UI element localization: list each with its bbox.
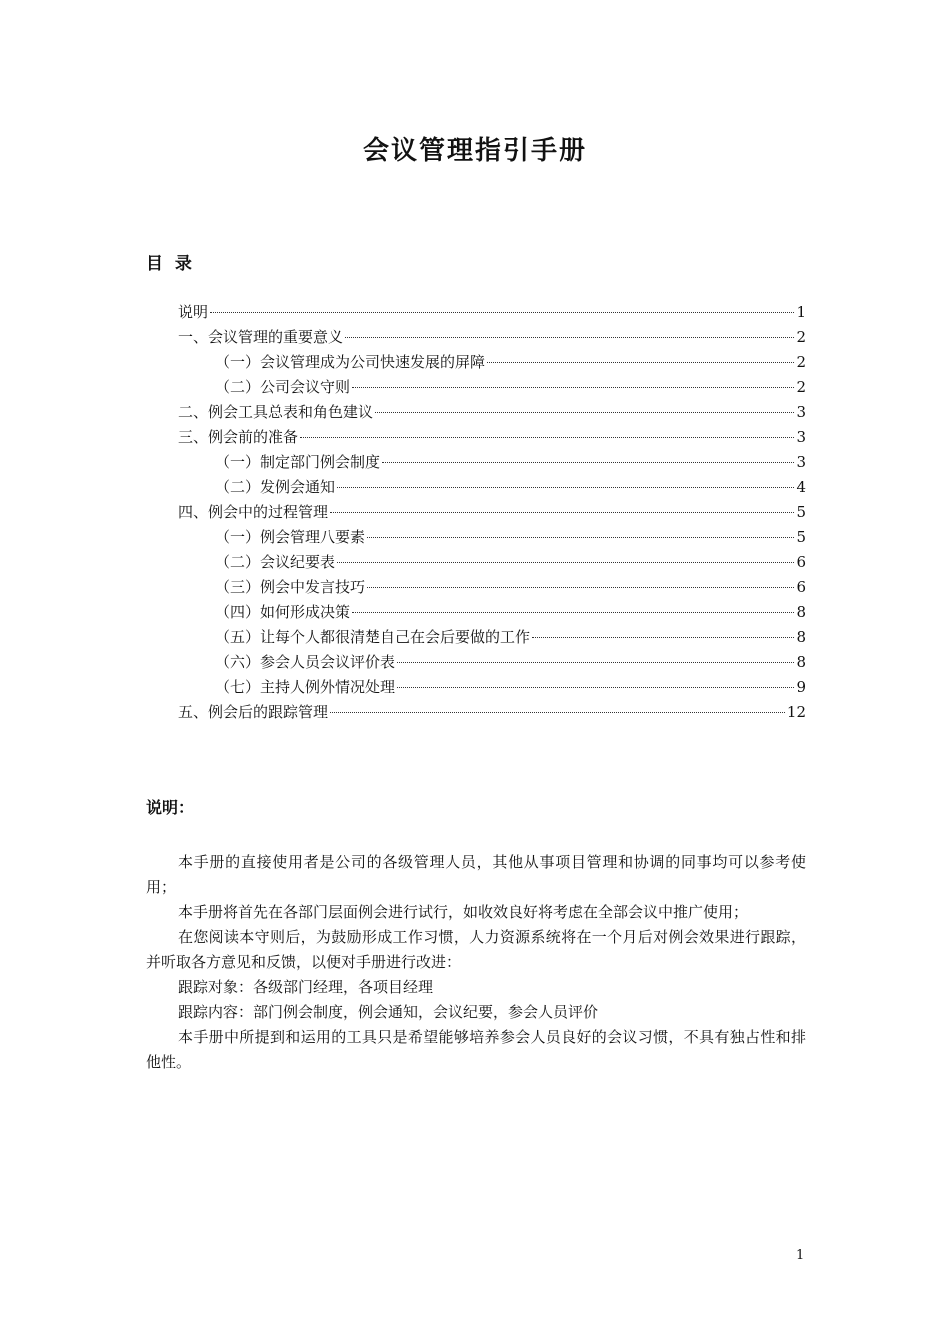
- toc-page-number: 8: [796, 603, 806, 621]
- toc-dot-leader: [487, 362, 794, 363]
- toc-entry[interactable]: [178, 650, 806, 675]
- toc-page-number: 9: [796, 678, 806, 696]
- toc-entry[interactable]: [178, 325, 806, 350]
- toc-entry-text: （一）制定部门例会制度: [215, 453, 381, 471]
- toc-entry-text: 四、例会中的过程管理: [178, 503, 329, 521]
- toc-entry[interactable]: [178, 575, 806, 600]
- toc-entry[interactable]: [178, 550, 806, 575]
- toc-page-number: 3: [796, 453, 806, 471]
- toc-dot-leader: [345, 337, 794, 338]
- table-of-contents: [178, 300, 806, 725]
- toc-page-number: 8: [796, 628, 806, 646]
- paragraph: 本手册将首先在各部门层面例会进行试行，如收效良好将考虑在全部会议中推广使用；: [178, 903, 749, 921]
- toc-entry-text: 三、例会前的准备: [178, 428, 299, 446]
- toc-entry[interactable]: [178, 300, 806, 325]
- toc-heading: 目 录: [146, 254, 192, 274]
- toc-entry-text: 说明: [178, 303, 209, 321]
- toc-dot-leader: [337, 487, 794, 488]
- toc-dot-leader: [397, 662, 794, 663]
- toc-entry[interactable]: [178, 675, 806, 700]
- toc-page-number: 12: [786, 703, 806, 721]
- toc-entry-text: （二）发例会通知: [215, 478, 336, 496]
- toc-page-number: 8: [796, 653, 806, 671]
- toc-entry-text: 一、会议管理的重要意义: [178, 328, 344, 346]
- toc-entry-text: （一）会议管理成为公司快速发展的屏障: [215, 353, 486, 371]
- toc-page-number: 5: [796, 503, 806, 521]
- toc-dot-leader: [375, 412, 794, 413]
- toc-dot-leader: [367, 587, 794, 588]
- paragraph: 在您阅读本守则后，为鼓励形成工作习惯，人力资源系统将在一个月后对例会效果进行跟踪，并听取各方意见和反馈，以便对手册进行改进：: [146, 928, 806, 971]
- toc-entry-text: （三）例会中发言技巧: [215, 578, 366, 596]
- document-title: 会议管理指引手册: [362, 136, 587, 166]
- toc-entry[interactable]: [178, 625, 806, 650]
- toc-entry[interactable]: [178, 475, 806, 500]
- toc-dot-leader: [210, 312, 794, 313]
- toc-entry[interactable]: [178, 700, 806, 725]
- toc-entry-text: （六）参会人员会议评价表: [215, 653, 396, 671]
- toc-entry-text: （二）会议纪要表: [215, 553, 336, 571]
- toc-entry[interactable]: [178, 600, 806, 625]
- toc-page-number: 2: [796, 378, 806, 396]
- toc-entry[interactable]: [178, 425, 806, 450]
- toc-entry[interactable]: [178, 500, 806, 525]
- toc-dot-leader: [300, 437, 794, 438]
- page-number: 1: [796, 1248, 805, 1263]
- toc-entry[interactable]: [178, 350, 806, 375]
- toc-page-number: 4: [796, 478, 806, 496]
- toc-page-number: 2: [796, 353, 806, 371]
- toc-entry-text: （七）主持人例外情况处理: [215, 678, 396, 696]
- paragraph: 跟踪内容：部门例会制度，例会通知，会议纪要，参会人员评价: [178, 1003, 599, 1021]
- toc-entry-text: （一）例会管理八要素: [215, 528, 366, 546]
- toc-page-number: 6: [796, 553, 806, 571]
- toc-dot-leader: [352, 612, 794, 613]
- toc-entry[interactable]: [178, 400, 806, 425]
- toc-entry[interactable]: [178, 525, 806, 550]
- toc-entry-text: 二、例会工具总表和角色建议: [178, 403, 374, 421]
- toc-dot-leader: [532, 637, 794, 638]
- toc-page-number: 1: [796, 303, 806, 321]
- paragraph: 本手册中所提到和运用的工具只是希望能够培养参会人员良好的会议习惯，不具有独占性和排他性。: [146, 1028, 806, 1071]
- toc-page-number: 5: [796, 528, 806, 546]
- toc-entry-text: （四）如何形成决策: [215, 603, 351, 621]
- toc-entry-text: （二）公司会议守则: [215, 378, 351, 396]
- toc-dot-leader: [352, 387, 794, 388]
- toc-entry-text: 五、例会后的跟踪管理: [178, 703, 329, 721]
- paragraph: 跟踪对象：各级部门经理，各项目经理: [178, 978, 434, 996]
- toc-dot-leader: [382, 462, 794, 463]
- toc-dot-leader: [330, 712, 785, 713]
- toc-dot-leader: [367, 537, 794, 538]
- toc-dot-leader: [397, 687, 794, 688]
- toc-page-number: 2: [796, 328, 806, 346]
- toc-entry[interactable]: [178, 450, 806, 475]
- toc-entry-text: （五）让每个人都很清楚自己在会后要做的工作: [215, 628, 531, 646]
- toc-page-number: 3: [796, 403, 806, 421]
- toc-page-number: 3: [796, 428, 806, 446]
- section-heading: 说明：: [146, 798, 195, 817]
- toc-dot-leader: [337, 562, 794, 563]
- paragraph: 本手册的直接使用者是公司的各级管理人员，其他从事项目管理和协调的同事均可以参考使用；: [146, 853, 806, 896]
- toc-dot-leader: [330, 512, 794, 513]
- toc-page-number: 6: [796, 578, 806, 596]
- toc-entry[interactable]: [178, 375, 806, 400]
- body-text: [146, 850, 806, 1075]
